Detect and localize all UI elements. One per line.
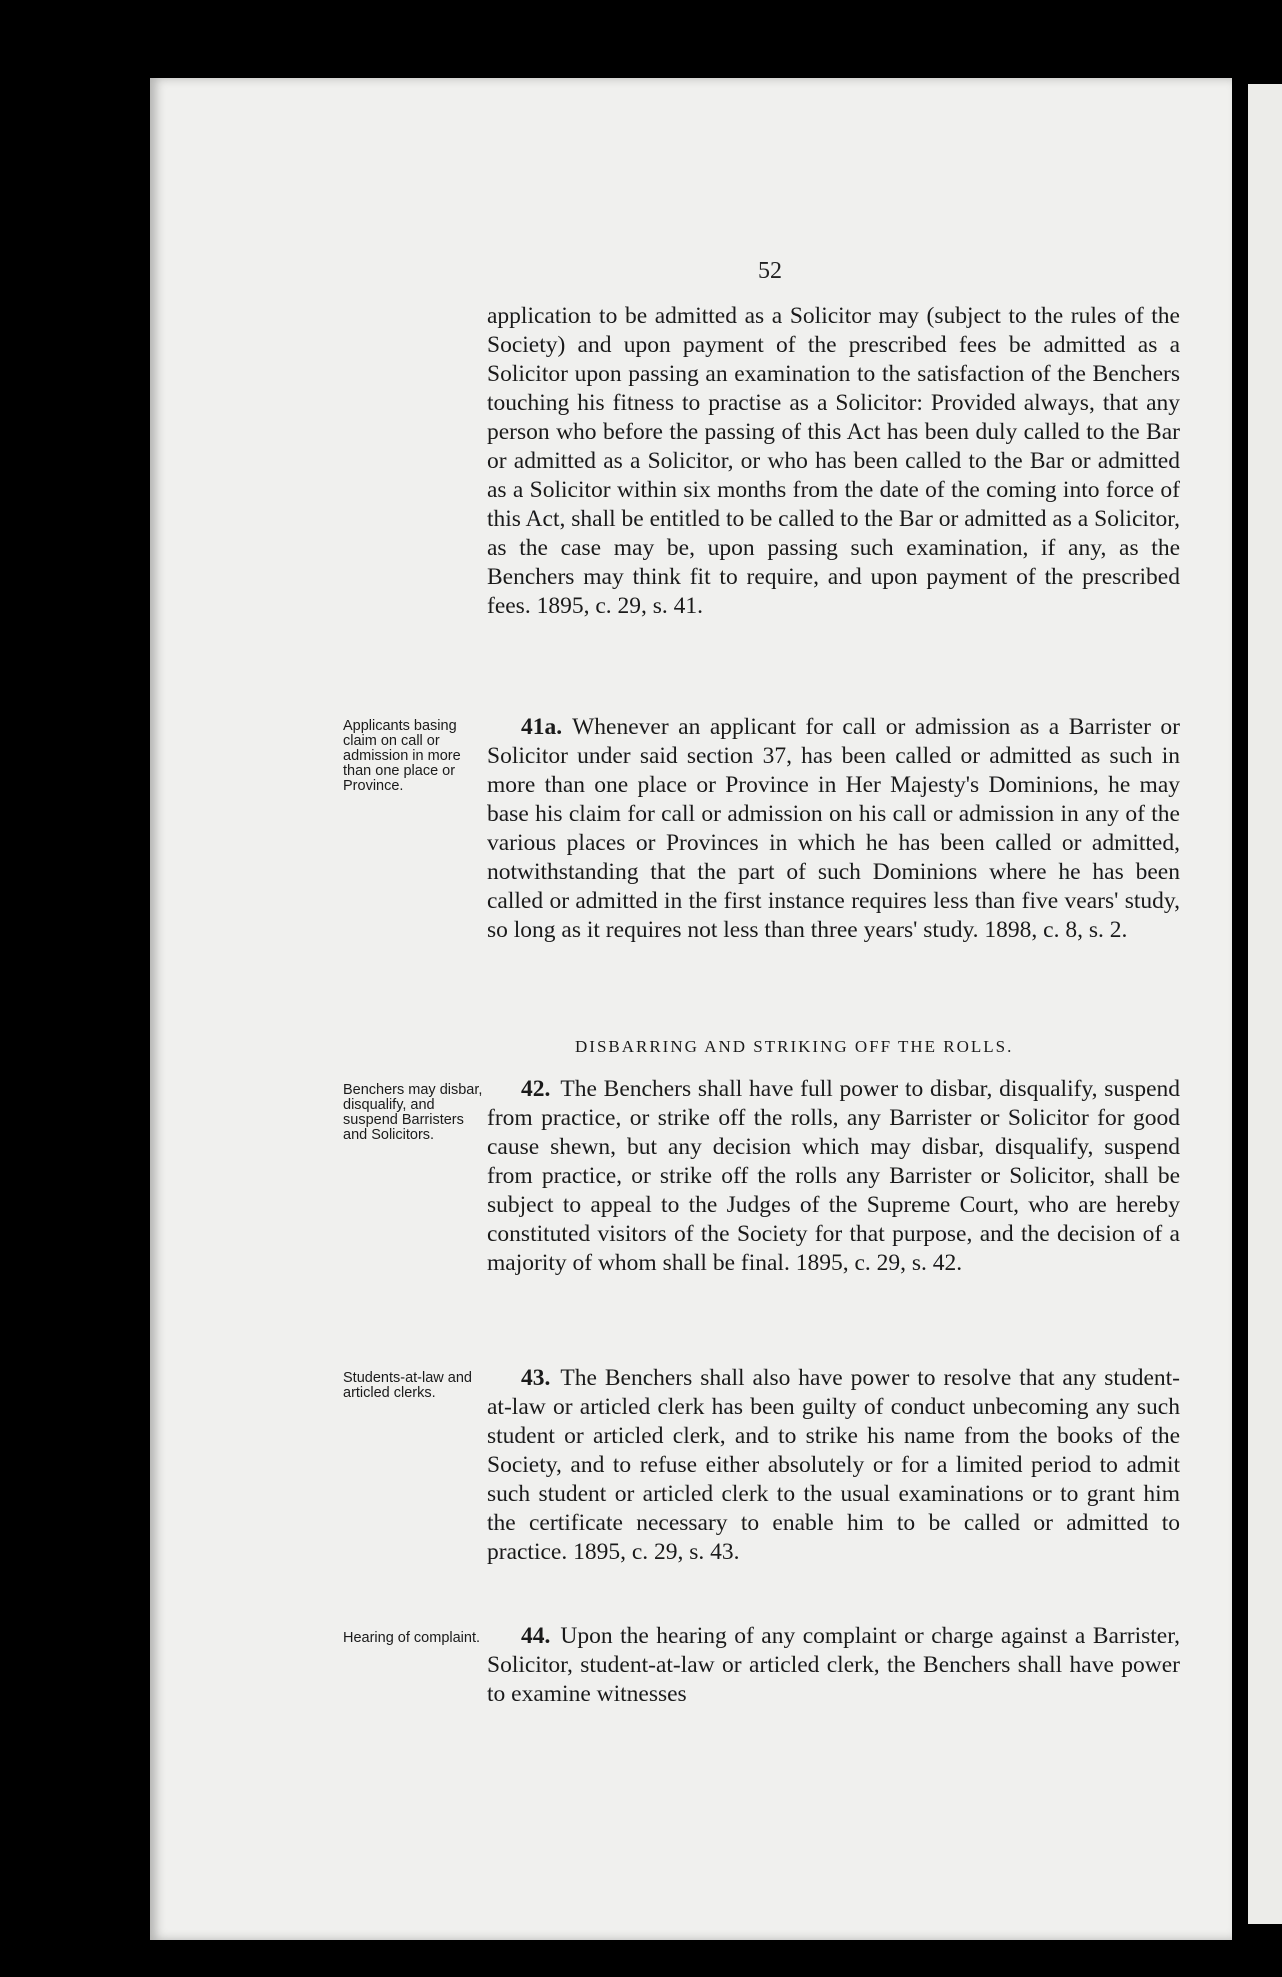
continued-paragraph: application to be admitted as a Solicitor may (subject to the rules of the Society) and upon payment of the prescribed fees be admitted as a Solicitor upon passing an examination to the satisfaction of the Benchers touching his fitness to practise as a Solicitor: Provided always, that any person who before the passing of this Act has been duly called to the Bar or admitted as a Solicitor, or who has been called to the Bar or admitted as a Solicitor within six months from the date of the coming into force of this Act, shall be entitled to be called to the Bar or admitted as a Solicitor, as the case may be, upon passing such examination, if any, as the Benchers may think fit to require, and upon payment of the prescribed fees. 1895, c. 29, s. 41. [487, 303, 1180, 619]
marginal-note-41a: Applicants basing claim on call or admission in more than one place or Province. [343, 718, 461, 794]
section-44 [487, 1622, 1180, 1709]
facing-page-edge [1248, 84, 1282, 1924]
marginal-note-43: Students-at-law and articled clerks. [343, 1370, 472, 1401]
section-number-44: 44. [521, 1623, 551, 1649]
section-42 [487, 1075, 1180, 1278]
marginal-note-42: Benchers may disbar, disqualify, and suspend Barristers and Solicitors. [343, 1082, 483, 1143]
section-number-43: 43. [521, 1365, 551, 1391]
section-41a-text: Whenever an applicant for call or admission as a Barrister or Solicitor under said section 37, has been called or admitted as such in more than one place or Province in Her Majesty's Dominions, he may base his claim for call or admission on his call or admission in any of the various places or Provinces in which he has been called or admitted, notwithstanding that the part of such Dominions where he has been called or admitted in the first instance requires less than five vears' study, so long as it requires not less than three years' study. 1898, c. 8, s. 2. [487, 714, 1180, 943]
marginal-note-44: Hearing of complaint. [343, 1630, 481, 1646]
section-42-text: The Benchers shall have full power to disbar, disqualify, suspend from practice, or strike off the rolls, any Barrister or Solicitor for good cause shewn, but any decision which may disbar, disqualify, suspend from practice, or strike off the rolls any Barrister or Solicitor, shall be subject to appeal to the Judges of the Supreme Court, who are hereby constituted visitors of the Society for that purpose, and the decision of a majority of whom shall be final. 1895, c. 29, s. 42. [487, 1076, 1180, 1276]
section-number-42: 42. [521, 1076, 551, 1102]
page-number: 52 [758, 258, 782, 284]
section-43 [487, 1364, 1180, 1567]
section-heading: DISBARRING AND STRIKING OFF THE ROLLS. [575, 1037, 1014, 1056]
section-44-text: Upon the hearing of any complaint or charge against a Barrister, Solicitor, student-at-law or articled clerk, the Benchers shall have power to examine witnesses [487, 1623, 1180, 1707]
section-41a [487, 713, 1180, 945]
section-43-text: The Benchers shall also have power to resolve that any student-at-law or articled clerk has been guilty of conduct unbecoming any such student or articled clerk, and to strike his name from the books of the Society, and to refuse either absolutely or for a limited period to admit such student or articled clerk to the usual examinations or to grant him the certificate necessary to enable him to be called or admitted to practice. 1895, c. 29, s. 43. [487, 1365, 1180, 1565]
section-number-41a: 41a. [521, 714, 563, 740]
